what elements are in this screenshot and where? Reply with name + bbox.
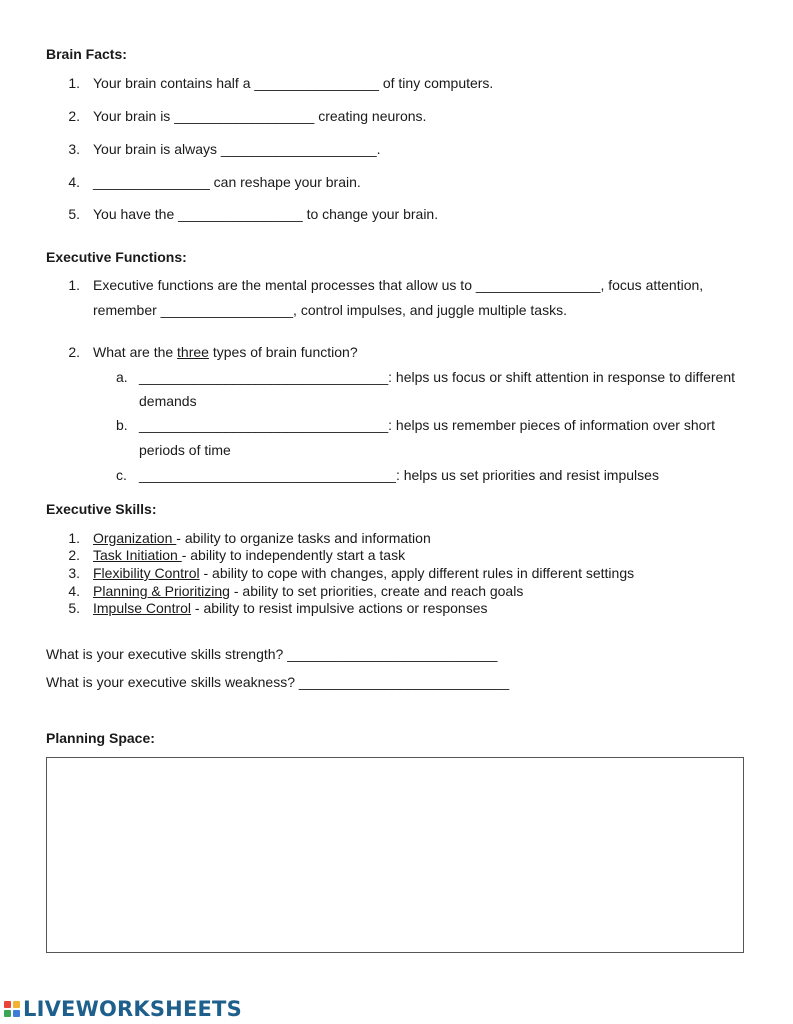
skill-term: Flexibility Control [93, 565, 200, 581]
brain-fact-number: 4. [68, 174, 80, 190]
logo-square [13, 1010, 20, 1017]
skill-number: 3. [68, 565, 80, 581]
ef-question-1-line-1: Executive functions are the mental processes that allow us to ________________, focus attention, [93, 277, 704, 293]
skill-term: Impulse Control [93, 600, 192, 616]
skill-number: 5. [68, 600, 80, 616]
skill-desc: - ability to resist impulsive actions or responses [191, 600, 488, 616]
ef-question-2-underlined: three [177, 344, 209, 360]
ef-question-2-prefix: What are the [93, 344, 178, 360]
logo-text: LIVEWORKSHEETS [23, 997, 242, 1021]
skill-number: 2. [68, 547, 80, 563]
brain-fact-number: 2. [68, 108, 80, 124]
weakness-question: What is your executive skills weakness? ___________________________ [46, 674, 510, 690]
sub-letter-a: a. [116, 369, 128, 385]
liveworksheets-logo [4, 997, 242, 1021]
brain-fact-3: Your brain is always ____________________. [93, 141, 381, 157]
brain-fact-number: 5. [68, 206, 80, 222]
skill-number: 4. [68, 583, 80, 599]
ef-question-2 [93, 344, 358, 360]
skill-item-2 [93, 547, 405, 563]
brain-fact-2: Your brain is __________________ creating neurons. [93, 108, 427, 124]
planning-space-heading: Planning Space: [46, 730, 155, 746]
brain-fact-4: _______________ can reshape your brain. [93, 174, 361, 190]
skill-item-1 [93, 530, 431, 546]
skill-term: Task Initiation [93, 547, 182, 563]
logo-square [13, 1001, 20, 1008]
logo-square [4, 1010, 11, 1017]
skill-desc: - ability to organize tasks and information [176, 530, 431, 546]
logo-square [4, 1001, 11, 1008]
brain-fact-number: 3. [68, 141, 80, 157]
sub-a-line-2: demands [139, 393, 197, 409]
skill-term: Organization [93, 530, 177, 546]
executive-skills-heading: Executive Skills: [46, 501, 157, 517]
sub-b-line-1: ________________________________: helps us remember pieces of information over short [139, 417, 715, 433]
skill-desc: - ability to set priorities, create and reach goals [229, 583, 524, 599]
brain-fact-number: 1. [68, 75, 80, 91]
planning-space-box[interactable] [46, 757, 744, 953]
sub-a-line-1: ________________________________: helps us focus or shift attention in response to different [139, 369, 735, 385]
ef-question-number: 2. [68, 344, 80, 360]
brain-fact-1: Your brain contains half a ________________ of tiny computers. [93, 75, 494, 91]
ef-question-2-suffix: types of brain function? [208, 344, 358, 360]
sub-b-line-2: periods of time [139, 442, 231, 458]
skill-term: Planning & Prioritizing [93, 583, 230, 599]
skill-desc: - ability to independently start a task [181, 547, 406, 563]
logo-squares-icon [4, 1001, 20, 1017]
brain-fact-5: You have the ________________ to change your brain. [93, 206, 439, 222]
skill-item-4 [93, 583, 523, 599]
brain-facts-heading: Brain Facts: [46, 46, 127, 62]
skill-item-5 [93, 600, 488, 616]
sub-c-line-1: _________________________________: helps us set priorities and resist impulses [139, 467, 659, 483]
skill-item-3 [93, 565, 634, 581]
sub-letter-b: b. [116, 417, 128, 433]
ef-question-1-line-2: remember _________________, control impulses, and juggle multiple tasks. [93, 302, 567, 318]
ef-question-number: 1. [68, 277, 80, 293]
executive-functions-heading: Executive Functions: [46, 249, 187, 265]
strength-question: What is your executive skills strength? ___________________________ [46, 646, 498, 662]
sub-letter-c: c. [116, 467, 127, 483]
skill-number: 1. [68, 530, 80, 546]
skill-desc: - ability to cope with changes, apply different rules in different settings [199, 565, 635, 581]
